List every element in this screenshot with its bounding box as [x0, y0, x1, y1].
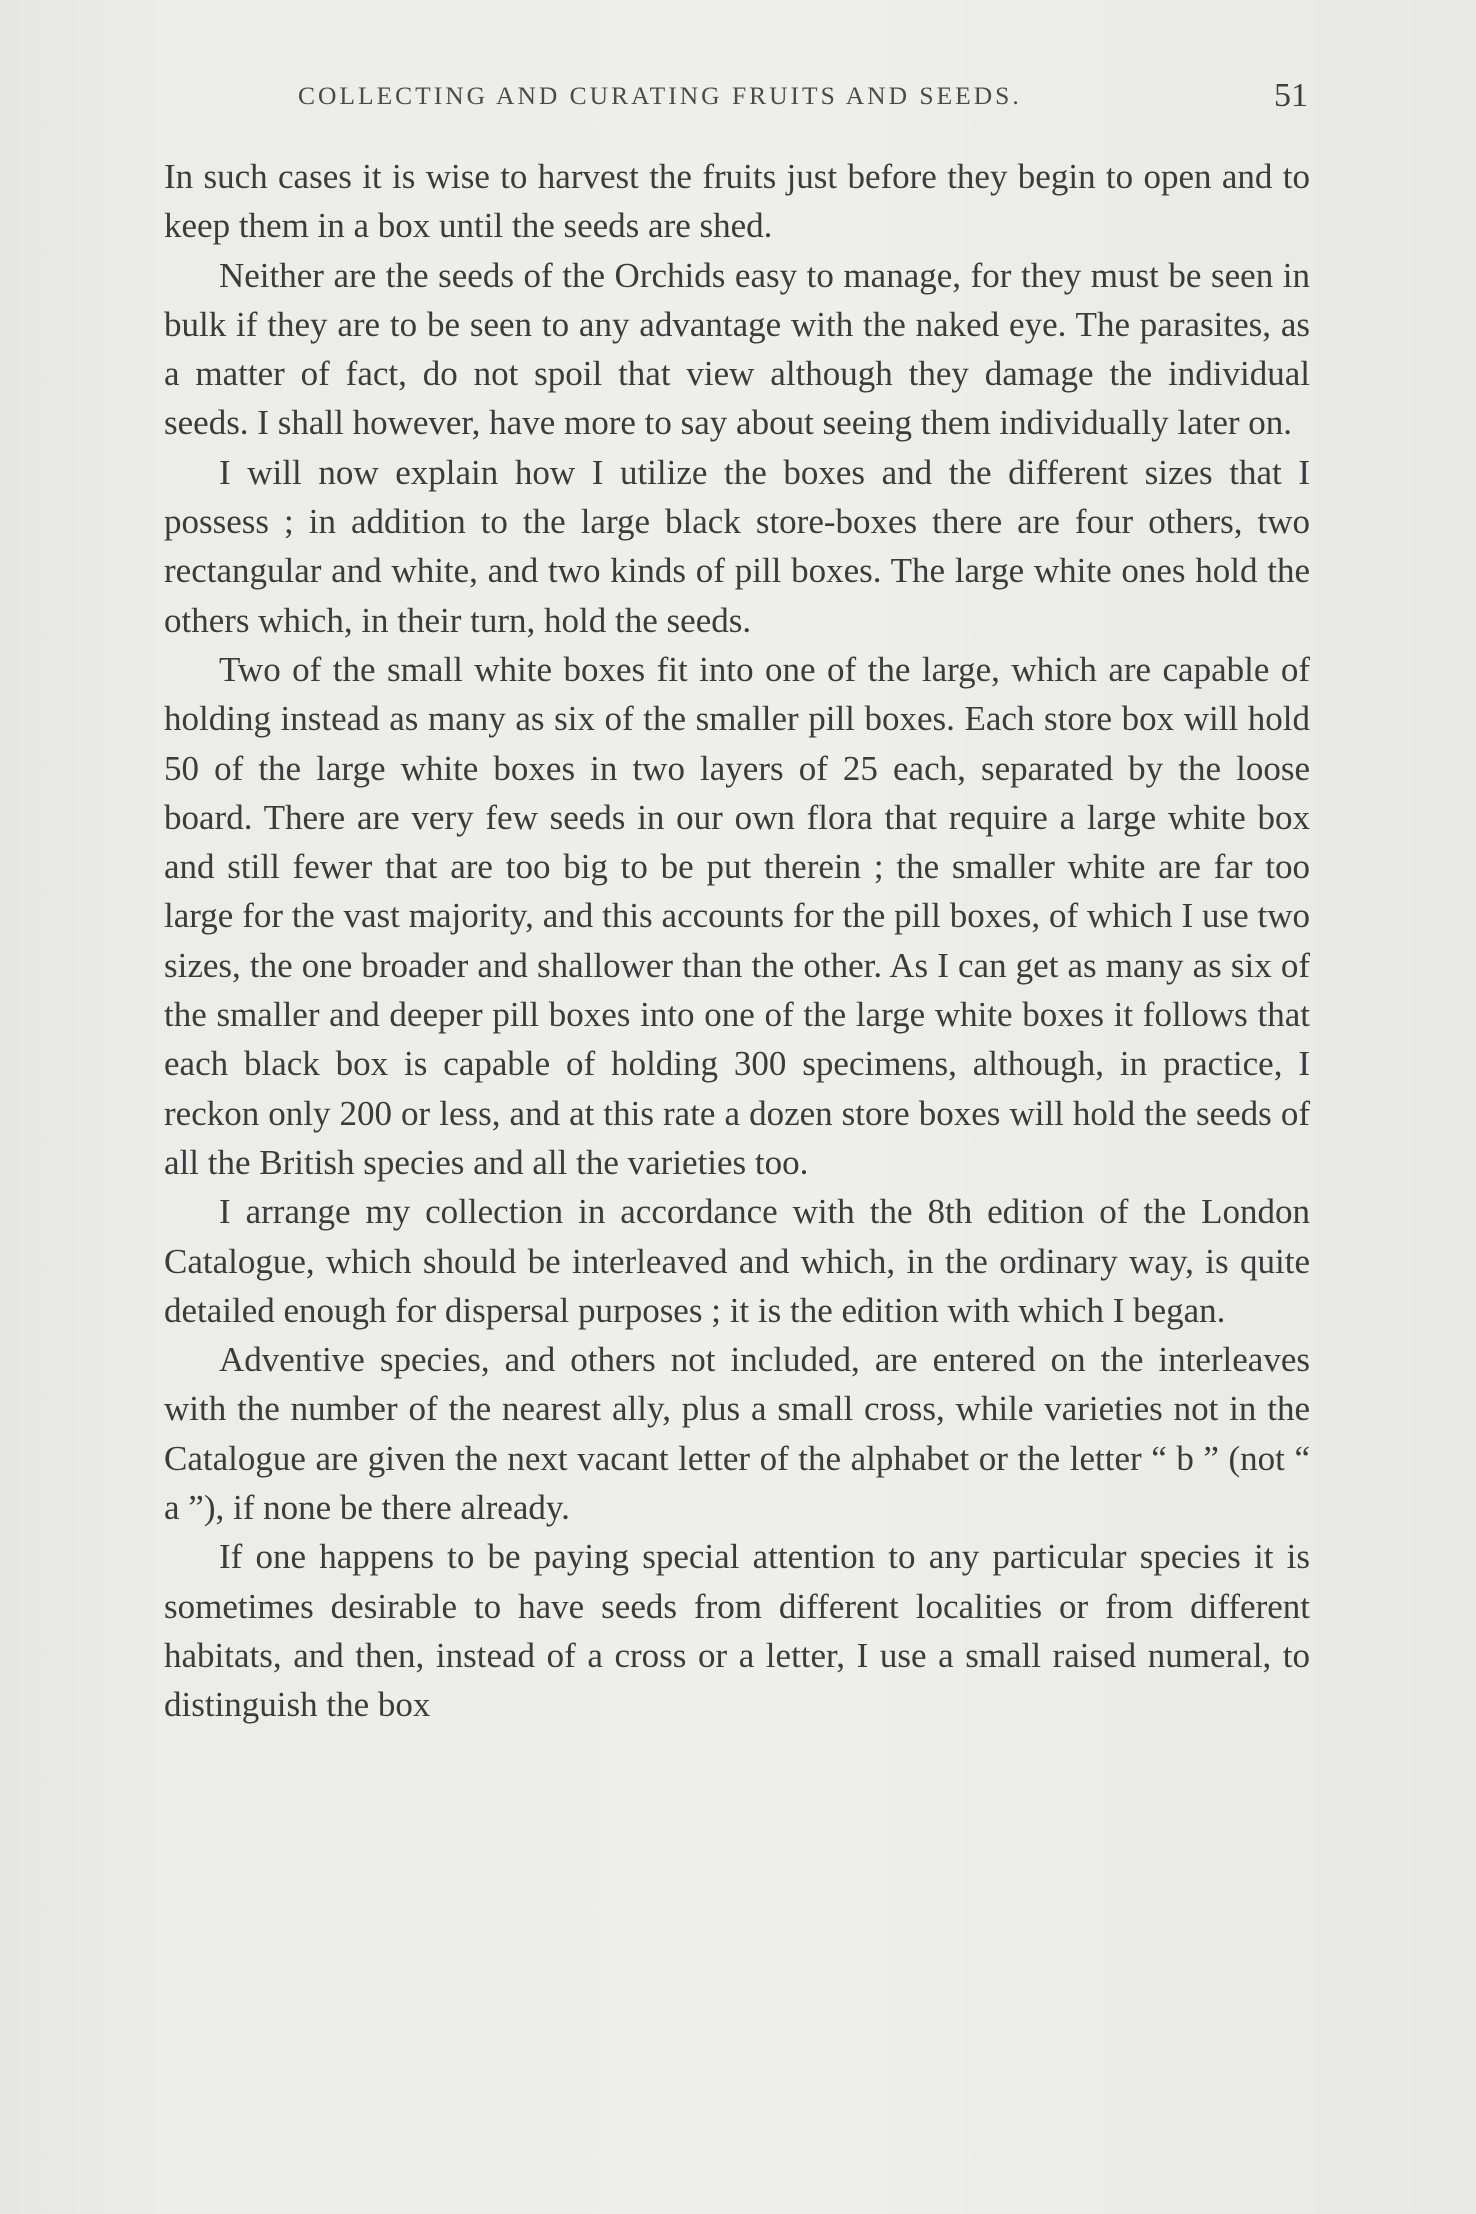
running-head	[298, 77, 1308, 117]
paragraph-harvest: In such cases it is wise to harvest the fruits just before they begin to open and to keep them in a box until the seeds are shed.	[164, 157, 1310, 246]
paragraph-box-capacity: Two of the small white boxes fit into one of the large, which are capable of holding instead as many as six of the smaller pill boxes. Each store box will hold 50 of the large white boxes in two layers of 25 each, separated by the loose board. There are very few seeds in our own flora that require a large white box and still fewer that are too big to be put therein ; the smaller white are far too large for the vast majority, and this accounts for the pill boxes, of which I use two sizes, the one broader and shallower than the other. As I can get as many as six of the smaller and deeper pill boxes into one of the large white boxes it follows that each black box is capable of holding 300 specimens, although, in practice, I reckon only 200 or less, and at this rate a dozen store boxes will hold the seeds of all the British species and all the varieties too.	[164, 649, 1310, 1182]
paragraph-adventive-species: Adventive species, and others not included, are entered on the interleaves with the number of the nearest ally, plus a small cross, while varieties not in the Catalogue are given the next vacant letter of the alphabet or the letter “ b ” (not “ a ”), if none be there already.	[164, 1340, 1310, 1528]
paragraph-localities: If one happens to be paying special attention to any particular species it is sometimes desirable to have seeds from different localities or from different habitats, and then, instead of a cross or a letter, I use a small raised numeral, to distinguish the box	[164, 1537, 1310, 1725]
paragraph-orchids: Neither are the seeds of the Orchids easy to manage, for they must be seen in bulk if they are to be seen to any advantage with the naked eye. The parasites, as a matter of fact, do not spoil that view although they damage the individual seeds. I shall however, have more to say about seeing them individually later on.	[164, 255, 1310, 443]
paragraph-boxes: I will now explain how I utilize the boxes and the different sizes that I possess ; in addition to the large black store-boxes there are four others, two rectangular and white, and two kinds of pill boxes. The large white ones hold the others which, in their turn, hold the seeds.	[164, 452, 1310, 640]
running-title: COLLECTING AND CURATING FRUITS AND SEEDS.	[298, 81, 1022, 110]
page-number: 51	[1274, 77, 1308, 114]
body-text	[164, 152, 1310, 1730]
paragraph-arrangement: I arrange my collection in accordance with the 8th edition of the London Catalogue, which should be interleaved and which, in the ordinary way, is quite detailed enough for dispersal purposes ; it is the edition with which I began.	[164, 1192, 1310, 1330]
